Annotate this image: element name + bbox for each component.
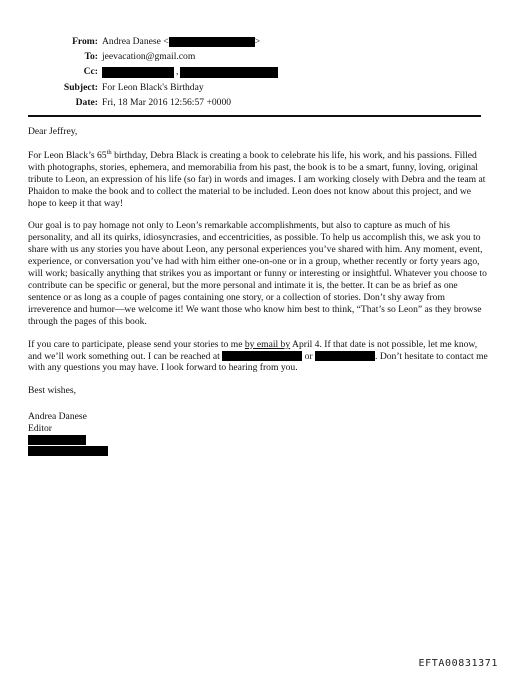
paragraph-3-end: . Don’t hesitate to contact me with any questions you may have. I look forward to hearing from you. bbox=[28, 350, 488, 374]
paragraph-3-start: If you care to participate, please send your stories to me bbox=[28, 338, 245, 350]
redaction-contact-2 bbox=[315, 351, 375, 361]
redaction-cc-1 bbox=[102, 67, 174, 78]
cc-label: Cc: bbox=[83, 66, 98, 78]
to-row bbox=[20, 49, 320, 64]
paragraph-3-or: or bbox=[302, 350, 316, 362]
salutation: Dear Jeffrey, bbox=[28, 126, 78, 137]
email-header bbox=[20, 34, 320, 110]
closing: Best wishes, bbox=[28, 385, 76, 397]
signature-name: Andrea Danese bbox=[28, 411, 87, 423]
date-label: Date: bbox=[75, 96, 98, 108]
paragraph-3-mid: April 4. If that date is not possible, let me know, and we’ll work something out. I can be reached at bbox=[28, 338, 478, 362]
to-label: To: bbox=[84, 51, 98, 63]
date-value: Fri, 18 Mar 2016 12:56:57 +0000 bbox=[102, 96, 232, 108]
header-divider bbox=[28, 115, 481, 117]
signature-block bbox=[28, 411, 488, 456]
signature-title: Editor bbox=[28, 423, 52, 435]
paragraph-3 bbox=[28, 339, 488, 375]
paragraph-1-start: For Leon Black’s 65 bbox=[28, 149, 107, 161]
date-row bbox=[20, 95, 320, 110]
redaction-contact-1 bbox=[222, 351, 302, 361]
document-id: EFTA00831371 bbox=[418, 658, 498, 669]
redaction-signature-1 bbox=[28, 435, 86, 445]
email-body bbox=[28, 126, 488, 456]
email-link[interactable]: by email by bbox=[244, 338, 291, 350]
ordinal-suffix: th bbox=[106, 148, 112, 156]
from-label: From: bbox=[72, 36, 98, 47]
to-value: jeevacation@gmail.com bbox=[102, 51, 196, 63]
redaction-cc-2 bbox=[180, 67, 278, 78]
redaction-signature-2 bbox=[28, 446, 108, 456]
cc-row bbox=[20, 64, 320, 79]
from-close: > bbox=[254, 36, 261, 47]
paragraph-1 bbox=[28, 150, 488, 210]
paragraph-2: Our goal is to pay homage not only to Leon’s remarkable accomplishments, but also to capture as much of his personality, and all its quirks, idiosyncrasies, and eccentricities, as possible. To help us accomplish this, we ask you to share with us any stories you have about Leon, any personal experiences you’ve shared with him. Any moment, event, experience, or conversation you’ve had with him either one-on-one or in a group, whether recently or forty years ago, will work; basically anything that strikes you as important or funny or interesting or insightful. Whatever you choose to contribute can be specific or general, but the more personal and intimate it is, the better. It can be as brief as one sentence or as long as a couple of pages containing one story, or a collection of stories. Don’t shy away from irreverence and humor—we welcome it! We want those who know him best to think, “That’s so Leon” as they browse through the pages of this book. bbox=[28, 220, 487, 327]
from-row bbox=[20, 34, 320, 49]
redaction-from-email bbox=[169, 37, 255, 47]
subject-row bbox=[20, 80, 320, 95]
cc-value bbox=[102, 64, 278, 79]
from-name: Andrea Danese < bbox=[102, 36, 169, 47]
from-value bbox=[102, 34, 260, 49]
cc-separator: , bbox=[176, 66, 179, 78]
subject-label: Subject: bbox=[63, 81, 98, 93]
paragraph-1-rest: birthday, Debra Black is creating a book to celebrate his life, his work, and his passions. Filled with photographs, stories, ephemera, and memorabilia from his past, the book is to be a smart, funny, loving, original tribute to Leon, an expression of his life (so far) in words and images. I am working closely with Debra and the team at Phaidon to make the book and to collect the material to be included. Leon does not know about this project, and we hope to keep it that way! bbox=[28, 149, 486, 209]
subject-value: For Leon Black's Birthday bbox=[102, 81, 204, 93]
